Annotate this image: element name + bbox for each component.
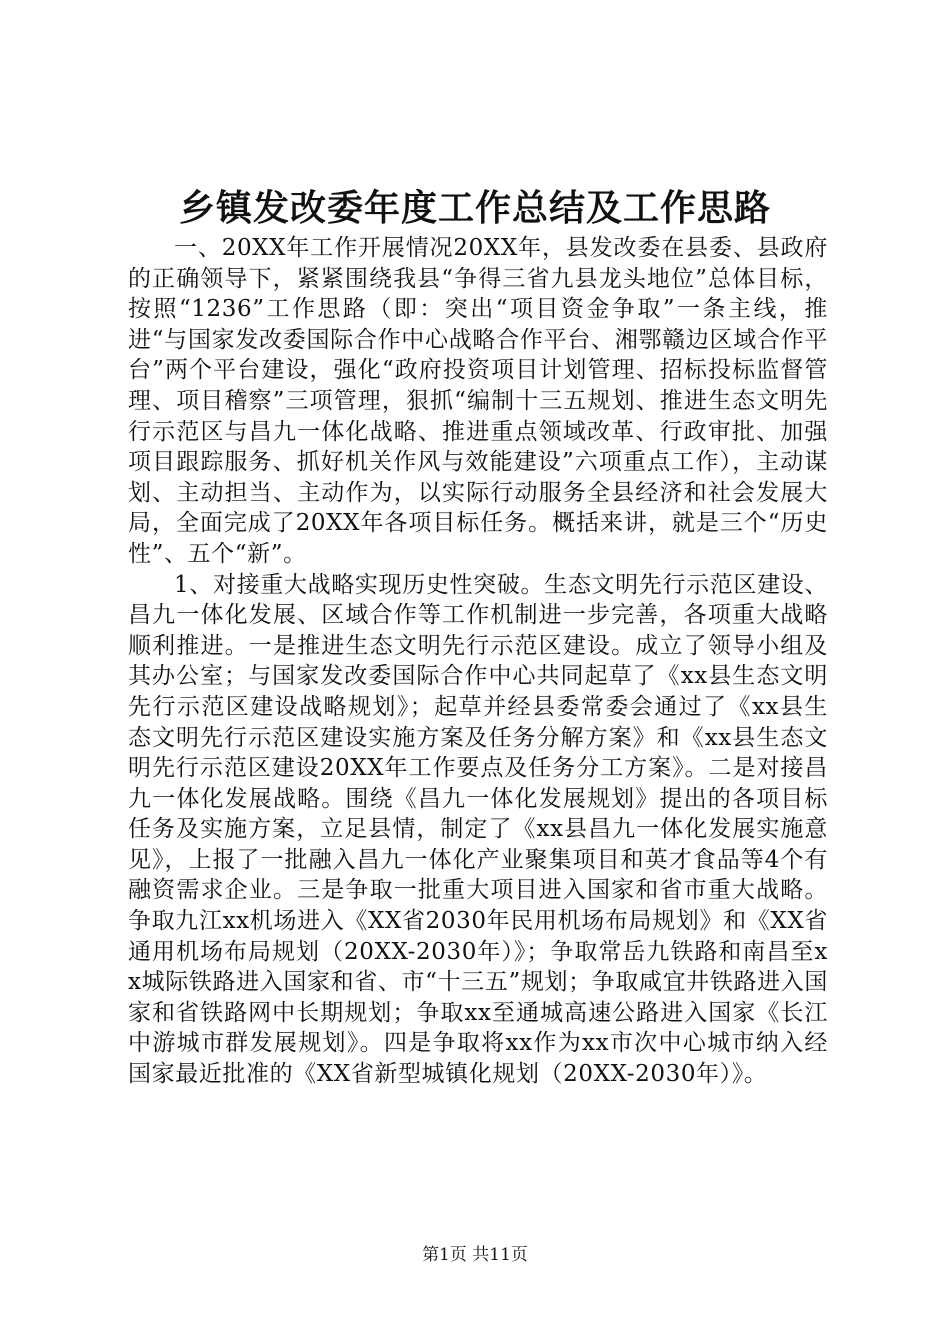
page-number-footer: 第1页 共11页	[422, 1245, 528, 1265]
document-title: 乡镇发改委年度工作总结及工作思路	[178, 187, 771, 229]
paragraph-overview: 一、20XX年工作开展情况20XX年，县发改委在县委、县政府的正确领导下，紧紧围绕我县“争得三省九县龙头地位”总体目标，按照“1236”工作思路（即：突出“项目资金争取”一条主线，推进“与国家发改委国际合作中心战略合作平台、湘鄂赣边区域合作平台”两个平台建设，强化“政府投资项目计划管理、招标投标监督管理、项目稽察”三项管理，狠抓“编制十三五规划、推进生态文明先行示范区与昌九一体化战略、推进重点领域改革、行政审批、加强项目跟踪服务、抓好机关作风与效能建设”六项重点工作），主动谋划、主动担当、主动作为，以实际行动服务全县经济和社会发展大局，全面完成了20XX年各项目标任务。概括来讲，就是三个“历史性”、五个“新”。	[128, 235, 828, 567]
document-body	[128, 233, 828, 1090]
paragraph-strategy: 1、对接重大战略实现历史性突破。生态文明先行示范区建设、昌九一体化发展、区域合作等工作机制进一步完善，各项重大战略顺利推进。一是推进生态文明先行示范区建设。成立了领导小组及其办公室；与国家发改委国际合作中心共同起草了《xx县生态文明先行示范区建设战略规划》；起草并经县委常委会通过了《xx县生态文明先行示范区建设实施方案及任务分解方案》和《xx县生态文明先行示范区建设20XX年工作要点及任务分工方案》。二是对接昌九一体化发展战略。围绕《昌九一体化发展规划》提出的各项目标任务及实施方案，立足县情，制定了《xx县昌九一体化发展实施意见》，上报了一批融入昌九一体化产业聚集项目和英才食品等4个有融资需求企业。三是争取一批重大项目进入国家和省市重大战略。争取九江xx机场进入《XX省2030年民用机场布局规划》和《XX省通用机场布局规划（20XX-2030年）》；争取常岳九铁路和南昌至xx城际铁路进入国家和省、市“十三五”规划；争取咸宜井铁路进入国家和省铁路网中长期规划；争取xx至通城高速公路进入国家《长江中游城市群发展规划》。四是争取将xx作为xx市次中心城市纳入经国家最近批准的《XX省新型城镇化规划（20XX-2030年）》。	[128, 571, 828, 1088]
